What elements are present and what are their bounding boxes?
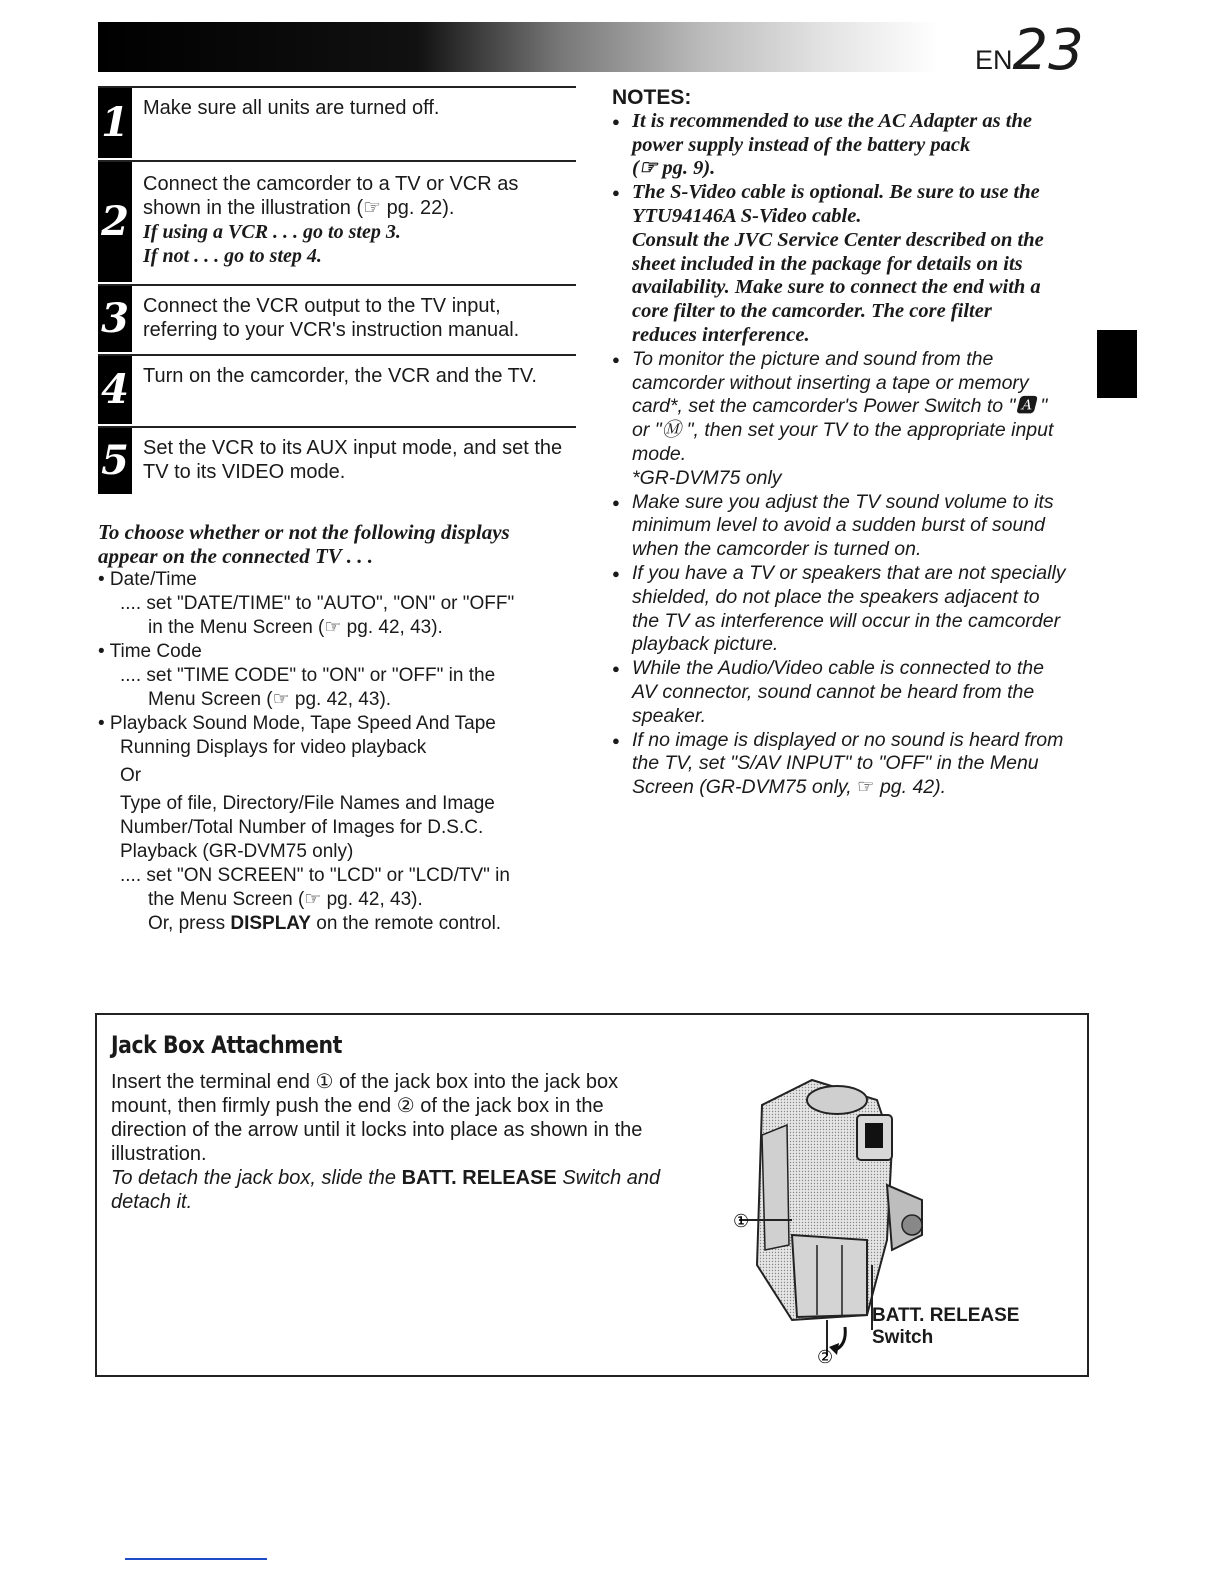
step-5 xyxy=(98,426,576,494)
callout-2: ② xyxy=(817,1347,834,1365)
section-tab-marker xyxy=(1097,330,1137,398)
page-lang: EN xyxy=(975,45,1013,75)
step-number-badge: 4 xyxy=(98,356,132,424)
step-branch: If not . . . go to step 4. xyxy=(143,245,322,267)
jack-box-section xyxy=(95,1013,1089,1377)
step-text: Connect the VCR output to the TV input, xyxy=(143,295,501,317)
step-text: TV to its VIDEO mode. xyxy=(143,461,346,483)
note-item: ● The S-Video cable is optional. Be sure to use the YTU94146A S-Video cable. Consult the JVC Service Center described on the sheet included in the package for details on its availability. Make sure to connect the end with a core filter to the camcorder. The core filter reduces interference. xyxy=(612,181,1100,348)
step-1 xyxy=(98,86,576,158)
step-text: Set the VCR to its AUX input mode, and set the xyxy=(143,437,563,459)
jack-box-instructions: Insert the terminal end ① of the jack box into the jack box mount, then firmly push the end ② of the jack box in the direction of the arrow until it locks into place as shown in the illustration. To detach the jack box, slide the BATT. RELEASE Switch and detach it. xyxy=(111,1071,661,1213)
bullet-text: Playback (GR-DVM75 only) xyxy=(120,841,354,862)
page-number xyxy=(975,18,1084,83)
note-item: ● If you have a TV or speakers that are not specially shielded, do not place the speakers adjacent to the TV as interference will occur in the camcorder playback picture. xyxy=(612,562,1100,657)
notes-title: NOTES: xyxy=(612,86,692,109)
callout-1: ① xyxy=(733,1211,750,1232)
bullet-text: the Menu Screen (☞ pg. 42, 43). xyxy=(148,889,423,910)
step-text: Make sure all units are turned off. xyxy=(143,97,440,119)
bullet-text: .... set "TIME CODE" to "ON" or "OFF" in the xyxy=(120,665,496,686)
step-text: Turn on the camcorder, the VCR and the TV. xyxy=(143,365,537,387)
bullet-text: .... set "ON SCREEN" to "LCD" or "LCD/TV" in xyxy=(120,865,510,886)
bullet-text: Or xyxy=(120,765,142,786)
bullet-text: Type of file, Directory/File Names and Image xyxy=(120,793,495,814)
step-number-badge: 3 xyxy=(98,286,132,352)
display-heading: appear on the connected TV . . . xyxy=(98,544,373,568)
jack-box-title: Jack Box Attachment xyxy=(111,1031,342,1059)
note-item: ● If no image is displayed or no sound is heard from the TV, set "S/AV INPUT" to "OFF" in the Menu Screen (GR-DVM75 only, ☞ pg. 42). xyxy=(612,729,1100,800)
bullet-text: Number/Total Number of Images for D.S.C. xyxy=(120,817,484,838)
bullet-text: in the Menu Screen (☞ pg. 42, 43). xyxy=(148,617,443,638)
display-heading: To choose whether or not the following displays xyxy=(98,520,510,544)
step-3 xyxy=(98,284,576,352)
page-num: 23 xyxy=(1012,18,1084,83)
note-item: ● Make sure you adjust the TV sound volume to its minimum level to avoid a sudden burst of sound when the camcorder is turned on. xyxy=(612,491,1100,562)
note-item: ● It is recommended to use the AC Adapter as the power supply instead of the battery pack (☞ pg. 9). xyxy=(612,110,1100,181)
bullet-date-time: • Date/Time xyxy=(98,569,197,590)
footer-rule xyxy=(125,1558,267,1560)
bullet-text: Menu Screen (☞ pg. 42, 43). xyxy=(148,689,392,710)
bullet-playback: • Playback Sound Mode, Tape Speed And Tape xyxy=(98,713,496,734)
step-number-badge: 5 xyxy=(98,428,132,494)
step-2 xyxy=(98,160,576,282)
bullet-text: .... set "DATE/TIME" to "AUTO", "ON" or "OFF" xyxy=(120,593,515,614)
display-options xyxy=(98,520,578,936)
steps-list xyxy=(98,86,576,494)
step-number-badge: 2 xyxy=(98,162,132,282)
note-item: ● To monitor the picture and sound from the camcorder without inserting a tape or memory card*, set the camcorder's Power Switch to "🅰 " or "Ⓜ ", then set your TV to the appropriate input mode. *GR-DVM75 only xyxy=(612,348,1100,491)
note-item: ● While the Audio/Video cable is connected to the AV connector, sound cannot be heard from the speaker. xyxy=(612,657,1100,728)
bullet-text: Running Displays for video playback xyxy=(120,737,427,758)
bullet-time-code: • Time Code xyxy=(98,641,202,662)
step-number-badge: 1 xyxy=(98,88,132,158)
bullet-text: Or, press DISPLAY on the remote control. xyxy=(148,913,502,934)
step-text: Connect the camcorder to a TV or VCR as xyxy=(143,173,519,195)
header-bar xyxy=(98,22,938,72)
notes xyxy=(612,86,1100,800)
step-branch: If using a VCR . . . go to step 3. xyxy=(143,221,401,243)
step-text: referring to your VCR's instruction manual. xyxy=(143,319,520,341)
step-4 xyxy=(98,354,576,424)
step-text: shown in the illustration (☞ pg. 22). xyxy=(143,197,455,219)
batt-release-label: BATT. RELEASE Switch xyxy=(872,1305,1020,1348)
